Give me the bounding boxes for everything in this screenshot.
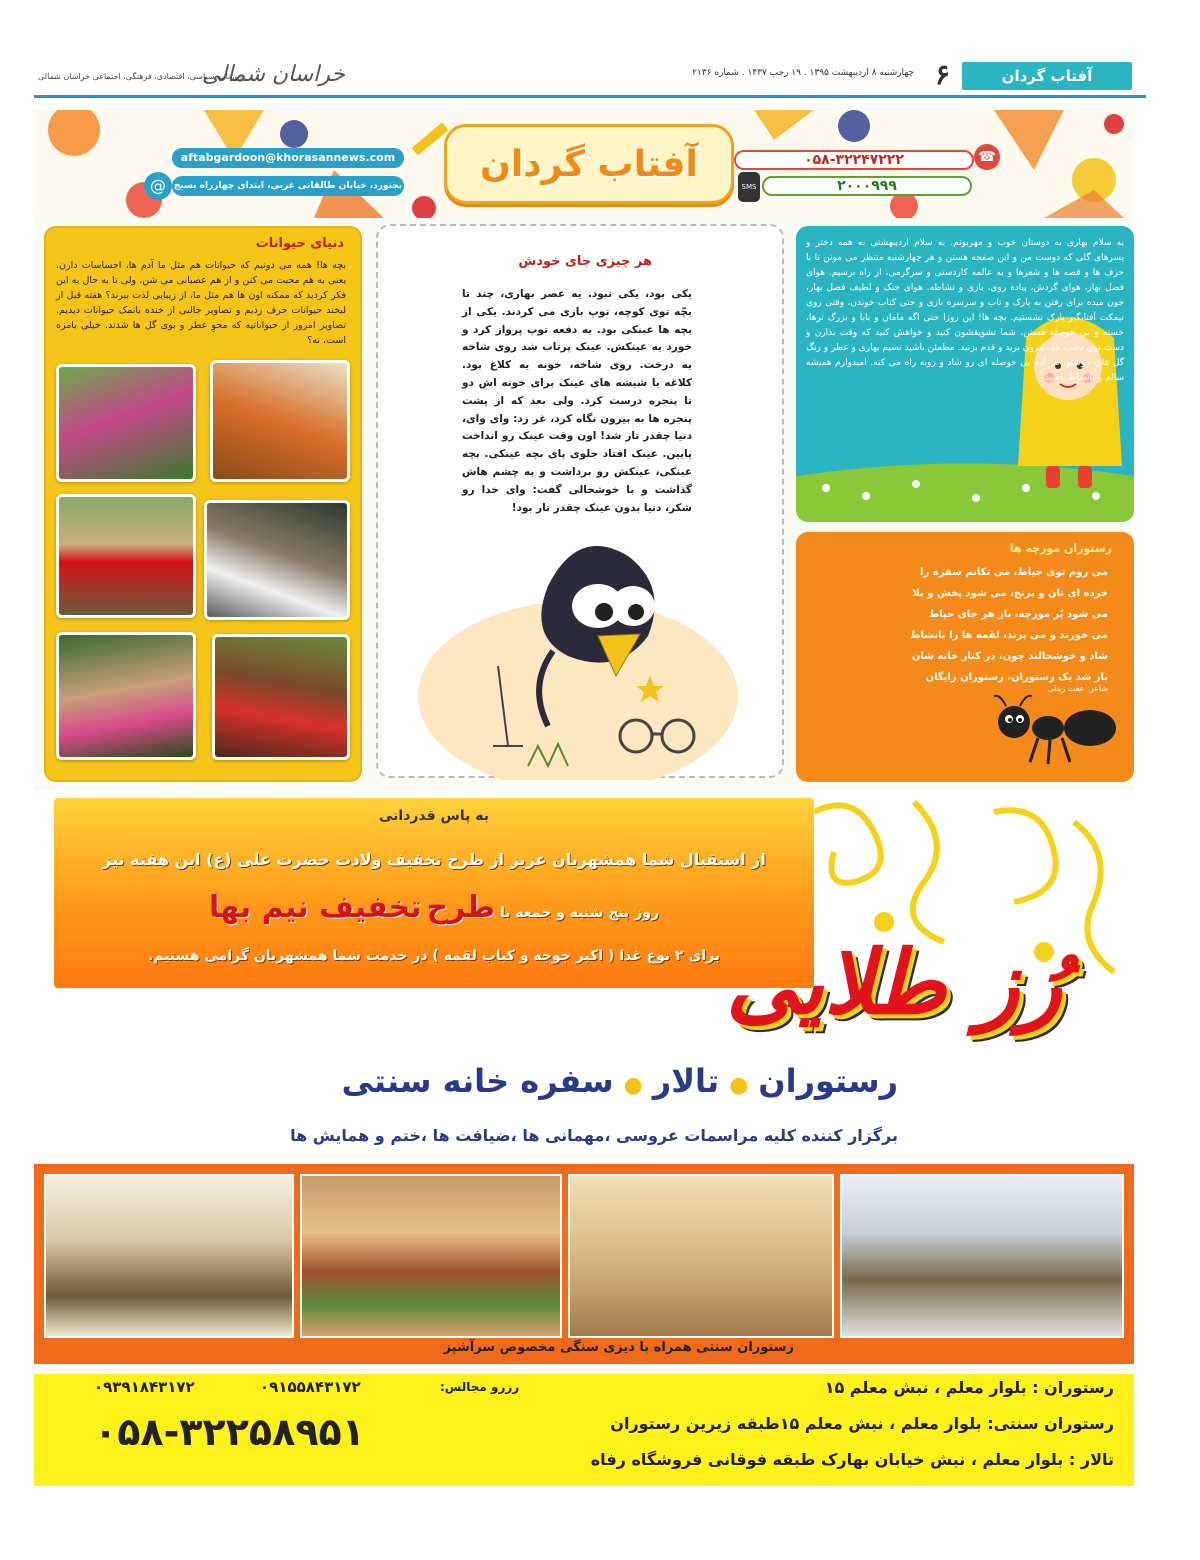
separator-dot: ●: [623, 1073, 643, 1098]
at-sign-icon: @: [144, 172, 172, 200]
photo-caption: رستوران سنتی همراه با دیزی سنگی مخصوص سرآشپز: [443, 1340, 794, 1355]
reservation-phone: ۰۵۸-۳۲۲۵۸۹۵۱: [94, 1410, 365, 1454]
contact-email[interactable]: aftabgardoon@khorasannews.com: [172, 148, 404, 168]
section-banner: [34, 110, 1134, 218]
poem-line: شاد و خوشحالند چون، در کنار خانه شان: [911, 651, 1108, 662]
address-hall: تالار : بلوار معلم ، نبش خیابان بهارک طبقه فوقانی فروشگاه رفاه: [590, 1450, 1114, 1469]
intro-panel: [796, 226, 1134, 522]
promo-highlight-plan: طرح: [426, 890, 496, 925]
poem-author: شاعر: عفت زینلی: [1047, 684, 1108, 693]
page-number: ۶: [934, 58, 950, 91]
service-traditional: سفره خانه سنتی: [341, 1062, 614, 1100]
animals-text: بچه ها! همه می دونیم که حیوانات هم مثل ما آدم ها، احساسات دارن. یعنی به هم محبت می کنن و از هم عصبانی می شن. ولی تا به حال به این فکر کردید که ممکنه اون ها هم مثل ما، از زیبایی لذت ببرند؟ هفته قبل از لبخند حیوانات حرف زدیم و تصاویر جالبی از خنده بانمک حیوانات دیدیم. تصاویر امروز از حیواناتیه که محوِ عطر و بوی گل ها شدند. خیلی بامزه است، نه؟: [56, 260, 346, 346]
phone-icon: ☎: [974, 144, 1000, 170]
photo-kitten-flowers: [56, 632, 196, 760]
masthead: [34, 58, 1146, 98]
section-title: آفتاب گردان: [962, 62, 1132, 90]
poem-line: می شود پُر مورچه، باز هر جای حیاط: [928, 609, 1108, 620]
promo-line-1: از استقبال شما همشهریان عزیز از طرح تخفیف ولادت حضرت علی (ع) این هفته نیز: [102, 850, 766, 869]
separator-dot: ●: [729, 1073, 749, 1098]
contact-sms: ۲۰۰۰۹۹۹: [762, 176, 972, 196]
address-restaurant: رستوران : بلوار معلم ، نبش معلم ۱۵: [824, 1378, 1114, 1397]
animals-title: دنیای حیوانات: [255, 236, 344, 251]
brand-logo: رُز طلایی: [725, 930, 1062, 1034]
poem-line: می خورند و می برند، لقمه ها را بانشاط: [910, 630, 1108, 641]
events-line: برگزار کننده کلیه مراسمات عروسی ،مهمانی ها ،ضیافت ها ،ختم و همایش ها: [290, 1126, 898, 1145]
reservation-mobile-2: ۰۹۳۹۱۸۴۳۱۷۲: [94, 1378, 195, 1396]
photo-hall-2: [840, 1174, 1124, 1338]
issue-date: چهارشنبه ۸ اردیبهشت ۱۳۹۵ . ۱۹ رجب ۱۴۳۷ . شماره ۲۱۳۶: [692, 68, 914, 78]
address-traditional: رستوران سنتی: بلوار معلم ، نبش معلم ۱۵طبقه زیرین رستوران: [610, 1414, 1114, 1433]
poem-line: خرده ای نان و برنج، می شود پخش و پلا: [912, 588, 1108, 599]
contact-info-bar: [34, 1374, 1134, 1486]
banner-title-box: [444, 124, 734, 204]
story-text: یکی بود، یکی نبود. یه عصر بهاری، چند تا بچّه توی کوچه، توپ بازی می کردند. یکی از بچه ها عینکی بود. یه دفعه توپ پرواز کرد و خورد به عینکش. عینک پرتاب شد روی شاخه یه درخت. روی شاخه، خونه یه کلاغ بود. کلاغه با شیشه های عینک برای خونه اش دو تا پنجره درست کرد. ولی بعد که از پشت پنجره ها به بیرون نگاه کرد، غر زد: وای وای، دنیا چقدر تار شد! اون وقت عینک رو انداخت پایین. عینک افتاد جلوی پای بچه عینکی. بچه عینکی، عینکش رو برداشت و به چشم هاش گذاشت و با خوشحالی گفت: وای خدا رو شکر، دنیا بدون عینک چقدر تار بود!: [462, 288, 692, 514]
newspaper-tagline: روزنامه سیاسی، اقتصادی، فرهنگی، اجتماعی خراسان شمالی: [38, 72, 242, 81]
service-hall: تالار: [652, 1062, 720, 1100]
photo-squirrel-flower: [56, 494, 196, 618]
animals-panel: [44, 226, 362, 782]
banner-title: آفتاب گردان: [480, 144, 698, 185]
ant-icon: [992, 692, 1132, 772]
poem-line: باز شد یک رستوران، رستوران رایگان: [925, 672, 1108, 683]
venue-photo-strip: [34, 1164, 1134, 1364]
mobile-sms-icon: SMS: [738, 172, 760, 202]
photo-hall-1: [44, 1174, 294, 1338]
contact-address: بجنورد، خیابان طالقانی غربی، ابتدای چهارراه بسیج: [172, 176, 404, 196]
restaurant-advertisement: [34, 792, 1134, 1486]
promo-line-3: برای ۲ نوع غذا ( اکبر جوجه و کباب لقمه ) در خدمت شما همشهریان گرامی هستیم.: [147, 948, 721, 964]
photo-traditional-room: [300, 1174, 562, 1338]
photo-rabbit-flowers: [56, 364, 196, 482]
reservation-mobile-1: ۰۹۱۵۵۸۴۳۱۷۲: [260, 1378, 361, 1396]
reservation-label: رزرو مجالس:: [440, 1380, 520, 1394]
photo-cat-daisy: [204, 500, 350, 620]
story-panel: [376, 224, 784, 778]
ants-poem-text: [888, 562, 1108, 688]
promo-highlight-discount: تخفیف نیم بها: [208, 890, 422, 925]
newspaper-logo: خراسان شمالی: [202, 62, 346, 87]
ants-poem-title: رستوران مورچه ها: [1009, 542, 1112, 555]
photo-orangutans-rose: [212, 634, 350, 760]
ants-poem-panel: [796, 532, 1134, 782]
crow-illustration: [378, 226, 786, 780]
contact-phone: ۰۵۸-۳۲۲۴۷۲۲۲: [734, 150, 974, 170]
story-title: هر چیزی جای خودش: [518, 254, 652, 269]
service-restaurant: رستوران: [758, 1062, 898, 1100]
photo-fox-flower: [210, 360, 350, 482]
photo-fountain-room: [568, 1174, 834, 1338]
promo-line-2-text: روز پنج شنبه و جمعه با: [499, 905, 660, 921]
services-line: [342, 1062, 898, 1100]
promo-thanks: به پاس قدردانی: [378, 808, 490, 824]
intro-text: یه سلام بهاری به دوستان خوب و مهربونم. یه سلام اردیبهشتی به همه دختر و پسرهای گلی که دوست من و این صفحه هستن و هر چهارشنبه منتظر می مونن تا با حرف ها و قصه ها و شعرها و یه عالمه کاردستی و سرگرمی، از راه برسیم. هوای فصل بهار، هوای گردش، پیاده روی، بازی و نشاطه. هوای خنک و لطیف فصل بهار، جون میده برای رفتن به پارک و تاب و سرسره بازی و حتی کتاب خوندن، وقتی روی نیمکت آفتابگیر پارک نشستیم. بچه ها! این روزا حتی اگه مامان و بابا و بزرگ ترها، خسته و بی حوصله هستن، شما تشویقشون کنید و خواهش کنید که وقت بذارن و دست توی دست هم، بیرون برید و قدم بزنید. مطمئن باشید نسیم بهاری و عطر و رنگ گل های خوشبو، هر آدم بی حوصله ای رو شاد و روبه راه می کنه. امیدوارم همیشه سالم و بانشاط باشید.: [806, 238, 1124, 383]
poem-line: می روم توی حیاط، می تکانم سفره را: [920, 567, 1108, 578]
